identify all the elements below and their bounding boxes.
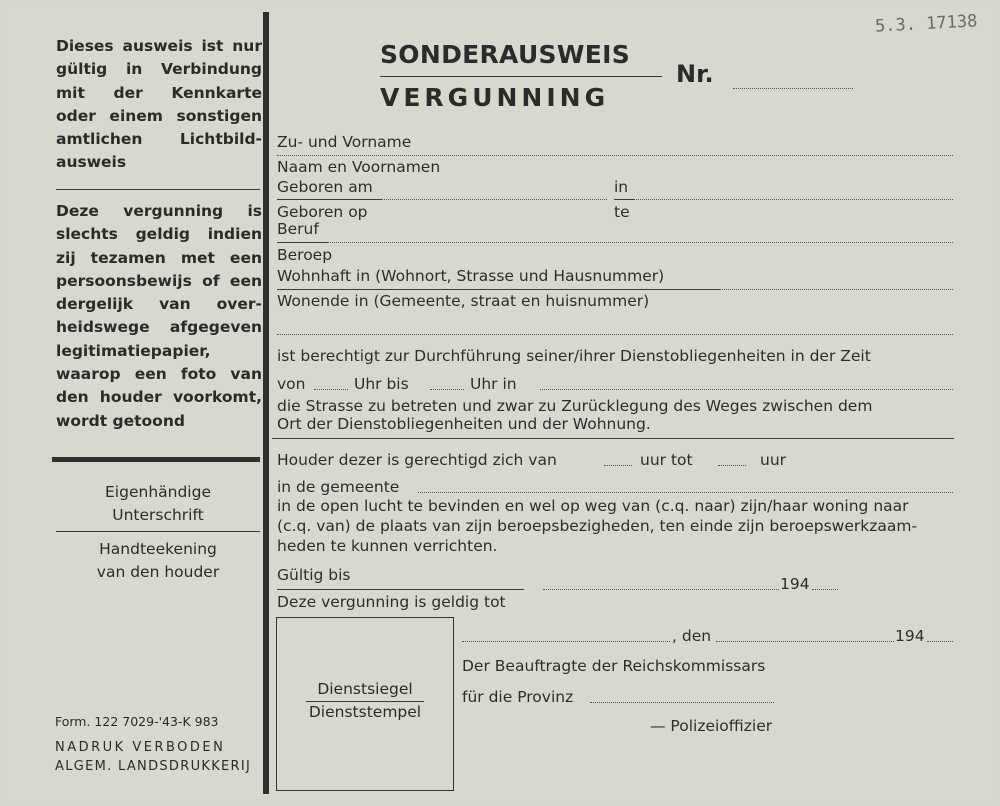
title-nl: VERGUNNING xyxy=(380,83,610,112)
time-from-field xyxy=(314,389,348,390)
dutch-gemeente: in de gemeente xyxy=(277,478,400,496)
place-date-field xyxy=(462,641,670,642)
birthdate-field xyxy=(381,199,607,200)
valid-until-field xyxy=(543,589,779,590)
birthplace-field xyxy=(634,199,953,200)
dutch-permit-line3: in de open lucht te bevinden en wel op weg van (c.q. naar) zijn/haar woning naar xyxy=(277,497,909,515)
title-divider xyxy=(380,76,662,77)
german-notice: Dieses ausweis ist nur gültig in Verbindung mit der Kennkarte oder einem sonstigen amtlichen Lichtbild- ausweis xyxy=(56,37,262,172)
section-divider xyxy=(272,438,954,439)
signature-label-nl-1: Handteekening xyxy=(99,540,217,558)
residence-nl-label: Wonende in (Gemeente, straat en huisnummer) xyxy=(277,292,650,310)
in-underline xyxy=(614,199,634,200)
officer-label: — Polizeioffizier xyxy=(650,717,773,735)
job-underline xyxy=(277,242,327,243)
job-nl-label: Beroep xyxy=(277,246,333,264)
german-permit-line3: die Strasse zu betreten und zwar zu Zurücklegung des Weges zwischen dem xyxy=(277,397,873,415)
beauftragte-label: Der Beauftragte der Reichskommissars xyxy=(462,657,766,675)
signature-label-de-1: Eigenhändige xyxy=(105,483,211,501)
uur-to-field xyxy=(718,465,746,466)
year-prefix-2: 194 xyxy=(895,627,925,645)
archive-mark: 5.3. 17138 xyxy=(874,11,978,37)
dutch-uur: uur xyxy=(760,451,787,469)
dutch-houder: Houder dezer is gerechtigd zich van xyxy=(277,451,557,469)
column-divider xyxy=(263,12,269,794)
signature-divider xyxy=(56,531,260,532)
year-field-1 xyxy=(812,589,838,590)
place-field xyxy=(540,389,953,390)
year-prefix-1: 194 xyxy=(780,575,810,593)
german-permit-line4: Ort der Dienstobliegenheiten und der Wohnung. xyxy=(277,415,651,433)
name-nl-label: Naam en Voornamen xyxy=(277,158,441,176)
name-de-label: Zu- und Vorname xyxy=(277,133,412,151)
born-de-label: Geboren am xyxy=(277,178,373,196)
time-to-field xyxy=(430,389,464,390)
date-field xyxy=(716,641,894,642)
year-field-2 xyxy=(927,641,953,642)
footer-drukkerij: ALGEM. LANDSDRUKKERIJ xyxy=(55,759,252,774)
left-thick-divider xyxy=(52,457,260,462)
residence-de-label: Wohnhaft in (Wohnort, Strasse und Hausnummer) xyxy=(277,267,665,285)
german-uhr-bis: Uhr bis xyxy=(354,375,409,393)
te-nl-label: te xyxy=(614,203,630,221)
dutch-permit-line4: (c.q. van) de plaats van zijn beroepsbezigheden, ten einde zijn beroepswerkzaam- xyxy=(277,517,918,535)
residence-field xyxy=(719,289,953,290)
job-de-label: Beruf xyxy=(277,220,319,238)
gueltig-underline xyxy=(277,589,524,590)
born-underline xyxy=(277,199,381,200)
job-field xyxy=(327,242,953,243)
den-label: , den xyxy=(672,627,712,645)
dutch-permit-line5: heden te kunnen verrichten. xyxy=(277,537,498,555)
gueltig-label: Gültig bis xyxy=(277,566,351,584)
residence-underline xyxy=(277,289,719,290)
signature-label-nl-2: van den houder xyxy=(96,563,220,581)
footer-nadruk: NADRUK VERBODEN xyxy=(55,740,226,755)
born-nl-label: Geboren op xyxy=(277,203,368,221)
uur-from-field xyxy=(604,465,632,466)
title-de: SONDERAUSWEIS xyxy=(380,40,631,69)
notice-divider xyxy=(56,189,260,190)
german-permit-line1: ist berechtigt zur Durchführung seiner/ihrer Dienstobliegenheiten in der Zeit xyxy=(277,347,871,365)
german-uhr-in: Uhr in xyxy=(470,375,517,393)
in-de-label: in xyxy=(614,178,629,196)
provinz-field xyxy=(590,702,774,703)
dutch-uur-tot: uur tot xyxy=(640,451,693,469)
provinz-label: für die Provinz xyxy=(462,688,574,706)
form-number: Form. 122 7029-'43-K 983 xyxy=(55,714,219,729)
gemeente-field xyxy=(418,492,953,493)
geldig-label: Deze vergunning is geldig tot xyxy=(277,593,506,611)
residence-field-2 xyxy=(277,334,953,335)
seal-label-de: Dienstsiegel xyxy=(317,680,413,698)
seal-label-nl: Dienststempel xyxy=(308,703,422,721)
name-field xyxy=(277,155,953,156)
german-von: von xyxy=(277,375,306,393)
signature-label-de-2: Unterschrift xyxy=(112,506,204,524)
dutch-notice: Deze vergunning is slechts geldig indien zij tezamen met een persoonsbewijs of een dergelijk van over- heidswege afgegeven legitimatiepapier, waarop een foto van den houder voorkomt, wordt getoond xyxy=(56,202,262,430)
nr-field xyxy=(733,88,853,89)
nr-label: Nr. xyxy=(676,60,714,88)
seal-divider xyxy=(306,701,424,702)
